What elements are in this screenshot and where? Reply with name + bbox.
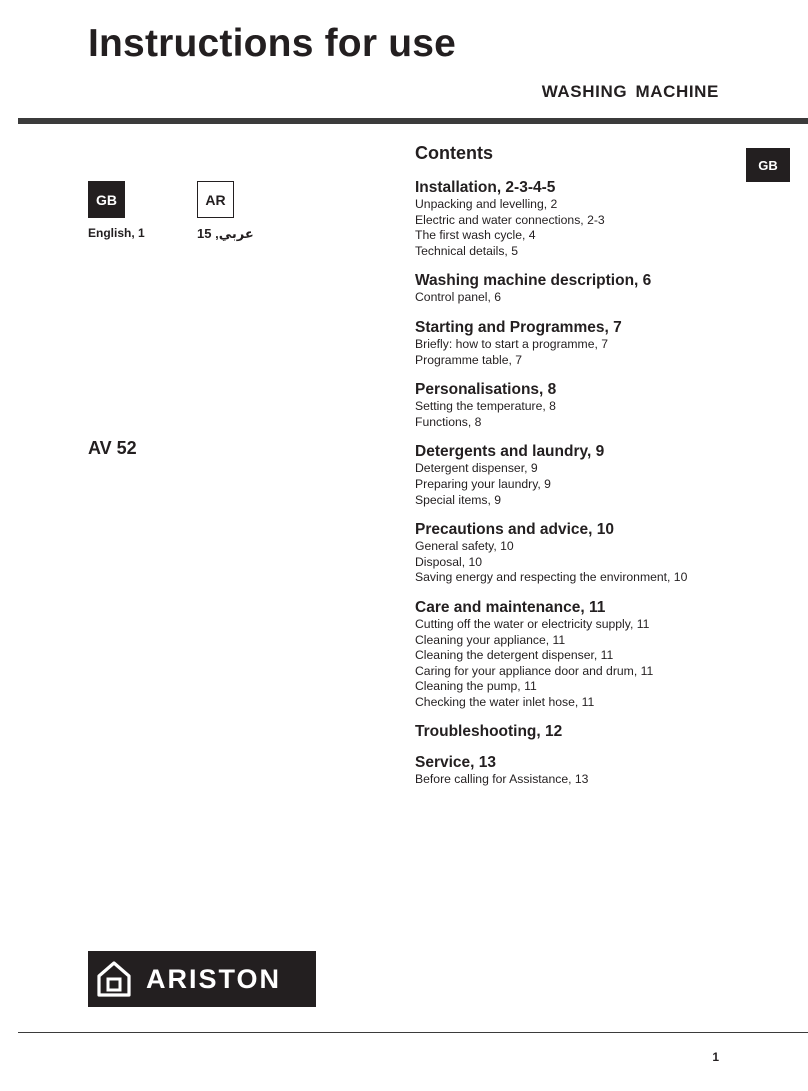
section-item[interactable]: Programme table, 7 — [415, 352, 523, 367]
section-item[interactable]: Checking the water inlet hose, 11 — [415, 694, 595, 709]
section-item[interactable]: Setting the temperature, 8 — [415, 399, 556, 414]
section-item[interactable]: Functions, 8 — [415, 414, 482, 429]
contents-section — [415, 722, 745, 741]
page-number: 1 — [712, 1050, 719, 1064]
section-item[interactable]: Special items, 9 — [415, 492, 502, 507]
section-item[interactable]: Caring for your appliance door and drum, 11 — [415, 663, 654, 678]
section-heading[interactable]: Troubleshooting, 12 — [415, 723, 563, 741]
section-heading[interactable]: Washing machine description, 6 — [415, 272, 652, 290]
language-box-ar[interactable]: AR — [197, 181, 234, 218]
section-heading[interactable]: Installation, 2-3-4-5 — [415, 179, 556, 196]
section-item[interactable]: Cleaning the detergent dispenser, 11 — [415, 648, 614, 663]
section-heading[interactable]: Service, 13 — [415, 754, 497, 772]
language-caption-ar: عربي, 15 — [197, 226, 254, 241]
section-item[interactable]: Briefly: how to start a programme, 7 — [415, 336, 609, 351]
language-box-gb[interactable]: GB — [88, 181, 125, 218]
contents-section — [415, 753, 745, 788]
section-item[interactable]: Saving energy and respecting the environment, 10 — [415, 570, 688, 585]
product-type: WASHING MACHINE — [541, 82, 719, 101]
contents-section — [415, 271, 745, 306]
contents-section — [415, 380, 745, 430]
contents-section — [415, 520, 745, 586]
section-heading[interactable]: Personalisations, 8 — [415, 381, 557, 399]
header-divider — [18, 118, 808, 124]
contents-section — [415, 318, 745, 368]
section-heading[interactable]: Care and maintenance, 11 — [415, 598, 606, 616]
brand-name: ARISTON — [146, 963, 282, 994]
house-logo-icon — [97, 961, 131, 997]
section-item[interactable]: Electric and water connections, 2-3 — [415, 212, 605, 227]
section-item[interactable]: Unpacking and levelling, 2 — [415, 197, 558, 211]
contents-section — [415, 178, 745, 259]
section-item[interactable]: Technical details, 5 — [415, 243, 518, 258]
section-item[interactable]: Control panel, 6 — [415, 290, 502, 305]
language-caption-gb: English, 1 — [88, 226, 145, 240]
model-number: AV 52 — [88, 438, 137, 458]
contents-section — [415, 442, 745, 508]
language-tab-gb: GB — [746, 148, 790, 182]
section-item[interactable]: Preparing your laundry, 9 — [415, 476, 551, 491]
section-item[interactable]: Cleaning the pump, 11 — [415, 679, 537, 694]
section-heading[interactable]: Precautions and advice, 10 — [415, 521, 615, 539]
footer-divider — [18, 1032, 808, 1033]
section-heading[interactable]: Detergents and laundry, 9 — [415, 443, 605, 461]
page-title: Instructions for use — [88, 22, 457, 65]
ariston-logo — [88, 951, 316, 1007]
section-item[interactable]: Cutting off the water or electricity supply, 11 — [415, 616, 650, 631]
section-item[interactable]: Before calling for Assistance, 13 — [415, 772, 589, 787]
section-item[interactable]: The first wash cycle, 4 — [415, 228, 536, 243]
section-item[interactable]: Disposal, 10 — [415, 554, 483, 569]
contents-section — [415, 598, 745, 711]
contents-sections — [415, 178, 745, 788]
section-item[interactable]: Cleaning your appliance, 11 — [415, 632, 566, 647]
table-of-contents — [415, 142, 745, 800]
contents-title: Contents — [415, 143, 493, 163]
section-item[interactable]: Detergent dispenser, 9 — [415, 461, 538, 476]
section-heading[interactable]: Starting and Programmes, 7 — [415, 318, 622, 336]
section-item[interactable]: General safety, 10 — [415, 539, 514, 554]
